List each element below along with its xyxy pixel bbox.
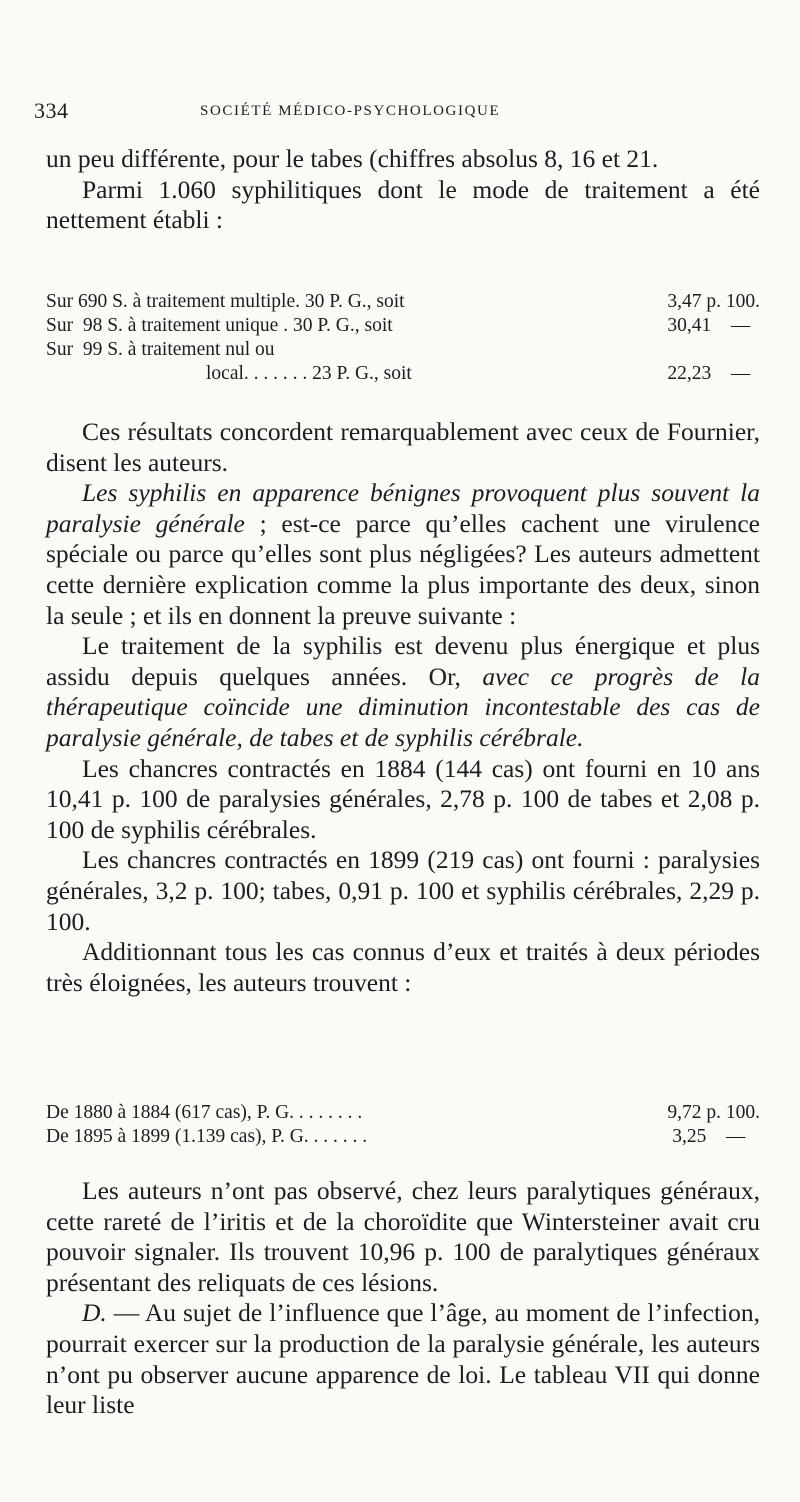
treatment-table (46, 290, 760, 386)
row-value: 9,72 p. 100. (667, 1102, 760, 1123)
table-row (46, 1101, 760, 1125)
text-block-middle (46, 417, 760, 998)
table-row (46, 362, 760, 386)
paragraph: Les chancres contractés en 1899 (219 cas) ont fourni : paralysies générales, 3,2 p. 100; tabes, 0,91 p. 100 et syphilis cérébrales, 2,29 p. 100. (46, 845, 760, 936)
paragraph (46, 631, 760, 753)
row-label: De 1895 à 1899 (1.139 cas), P. G. . . . . . . (46, 1126, 368, 1147)
paragraph: Les auteurs n’ont pas observé, chez leurs paralytiques généraux, cette rareté de l’iritis et de la choroïdite que Wintersteiner avait cru pouvoir signaler. Ils trouvent 10,96 p. 100 de paralytiques généraux présentant des reliquats de ces lésions. (46, 1176, 760, 1297)
paragraph: Ces résultats concordent remarquablement avec ceux de Fournier, disent les auteurs. (46, 417, 760, 477)
paragraph (46, 478, 760, 631)
table-row (46, 314, 760, 338)
text-block-top (46, 144, 760, 236)
paragraph: Parmi 1.060 syphilitiques dont le mode de traitement a été nettement établi : (46, 174, 760, 235)
row-value: 3,25 — (672, 1126, 760, 1147)
running-title: SOCIÉTÉ MÉDICO-PSYCHOLOGIQUE (200, 103, 501, 119)
page-number: 334 (34, 98, 69, 123)
row-label: Sur 690 S. à traitement multiple. 30 P. G., soit (46, 291, 405, 312)
row-value: 22,23 — (667, 363, 760, 384)
italic-text: avec ce progrès de la thérapeutique coïncide une diminution incontestable des cas de paralysie générale, de tabes et de syphilis cérébrale. (46, 661, 760, 752)
text-block-bottom (46, 1176, 760, 1421)
paragraph: Les chancres contractés en 1884 (144 cas) ont fourni en 10 ans 10,41 p. 100 de paralysies générales, 2,78 p. 100 de tabes et 2,08 p. 100 de syphilis cérébrales. (46, 753, 760, 844)
period-table (46, 1101, 760, 1149)
table-row (46, 338, 760, 362)
italic-text: D. (82, 1298, 107, 1328)
paragraph-text: — Au sujet de l’influence que l’âge, au moment de l’infection, pourrait exercer sur la production de la paralysie générale, les auteurs n’ont pu observer aucune apparence de loi. Le tableau VII qui donne leur liste (46, 1298, 760, 1420)
row-value: 3,47 p. 100. (667, 291, 760, 312)
paragraph-text: ; est-ce parce qu’elles cachent une virulence spéciale ou parce qu’elles sont plus négligées? Les auteurs admettent cette dernière explication comme la plus importante des deux, sinon la seule ; et ils en donnent la preuve suivante : (46, 508, 760, 630)
page-header (34, 98, 764, 128)
table-row (46, 1125, 760, 1149)
row-label: Sur 99 S. à traitement nul ou (46, 339, 275, 360)
paragraph (46, 1298, 760, 1420)
paragraph: Additionnant tous les cas connus d’eux et traités à deux périodes très éloignées, les auteurs trouvent : (46, 937, 760, 997)
italic-text: Les syphilis en apparence bénignes provoquent plus souvent la paralysie générale (46, 478, 760, 538)
row-label: local. . . . . . . 23 P. G., soit (206, 363, 412, 384)
row-label: De 1880 à 1884 (617 cas), P. G. . . . . . . . (46, 1102, 363, 1123)
paragraph-text: Le traitement de la syphilis est devenu plus énergique et plus assidu depuis quelques années. Or, (46, 631, 760, 691)
table-row (46, 290, 760, 314)
row-value: 30,41 — (667, 315, 760, 336)
paragraph: un peu différente, pour le tabes (chiffres absolus 8, 16 et 21. (46, 144, 659, 173)
row-label: Sur 98 S. à traitement unique . 30 P. G., soit (46, 315, 393, 336)
